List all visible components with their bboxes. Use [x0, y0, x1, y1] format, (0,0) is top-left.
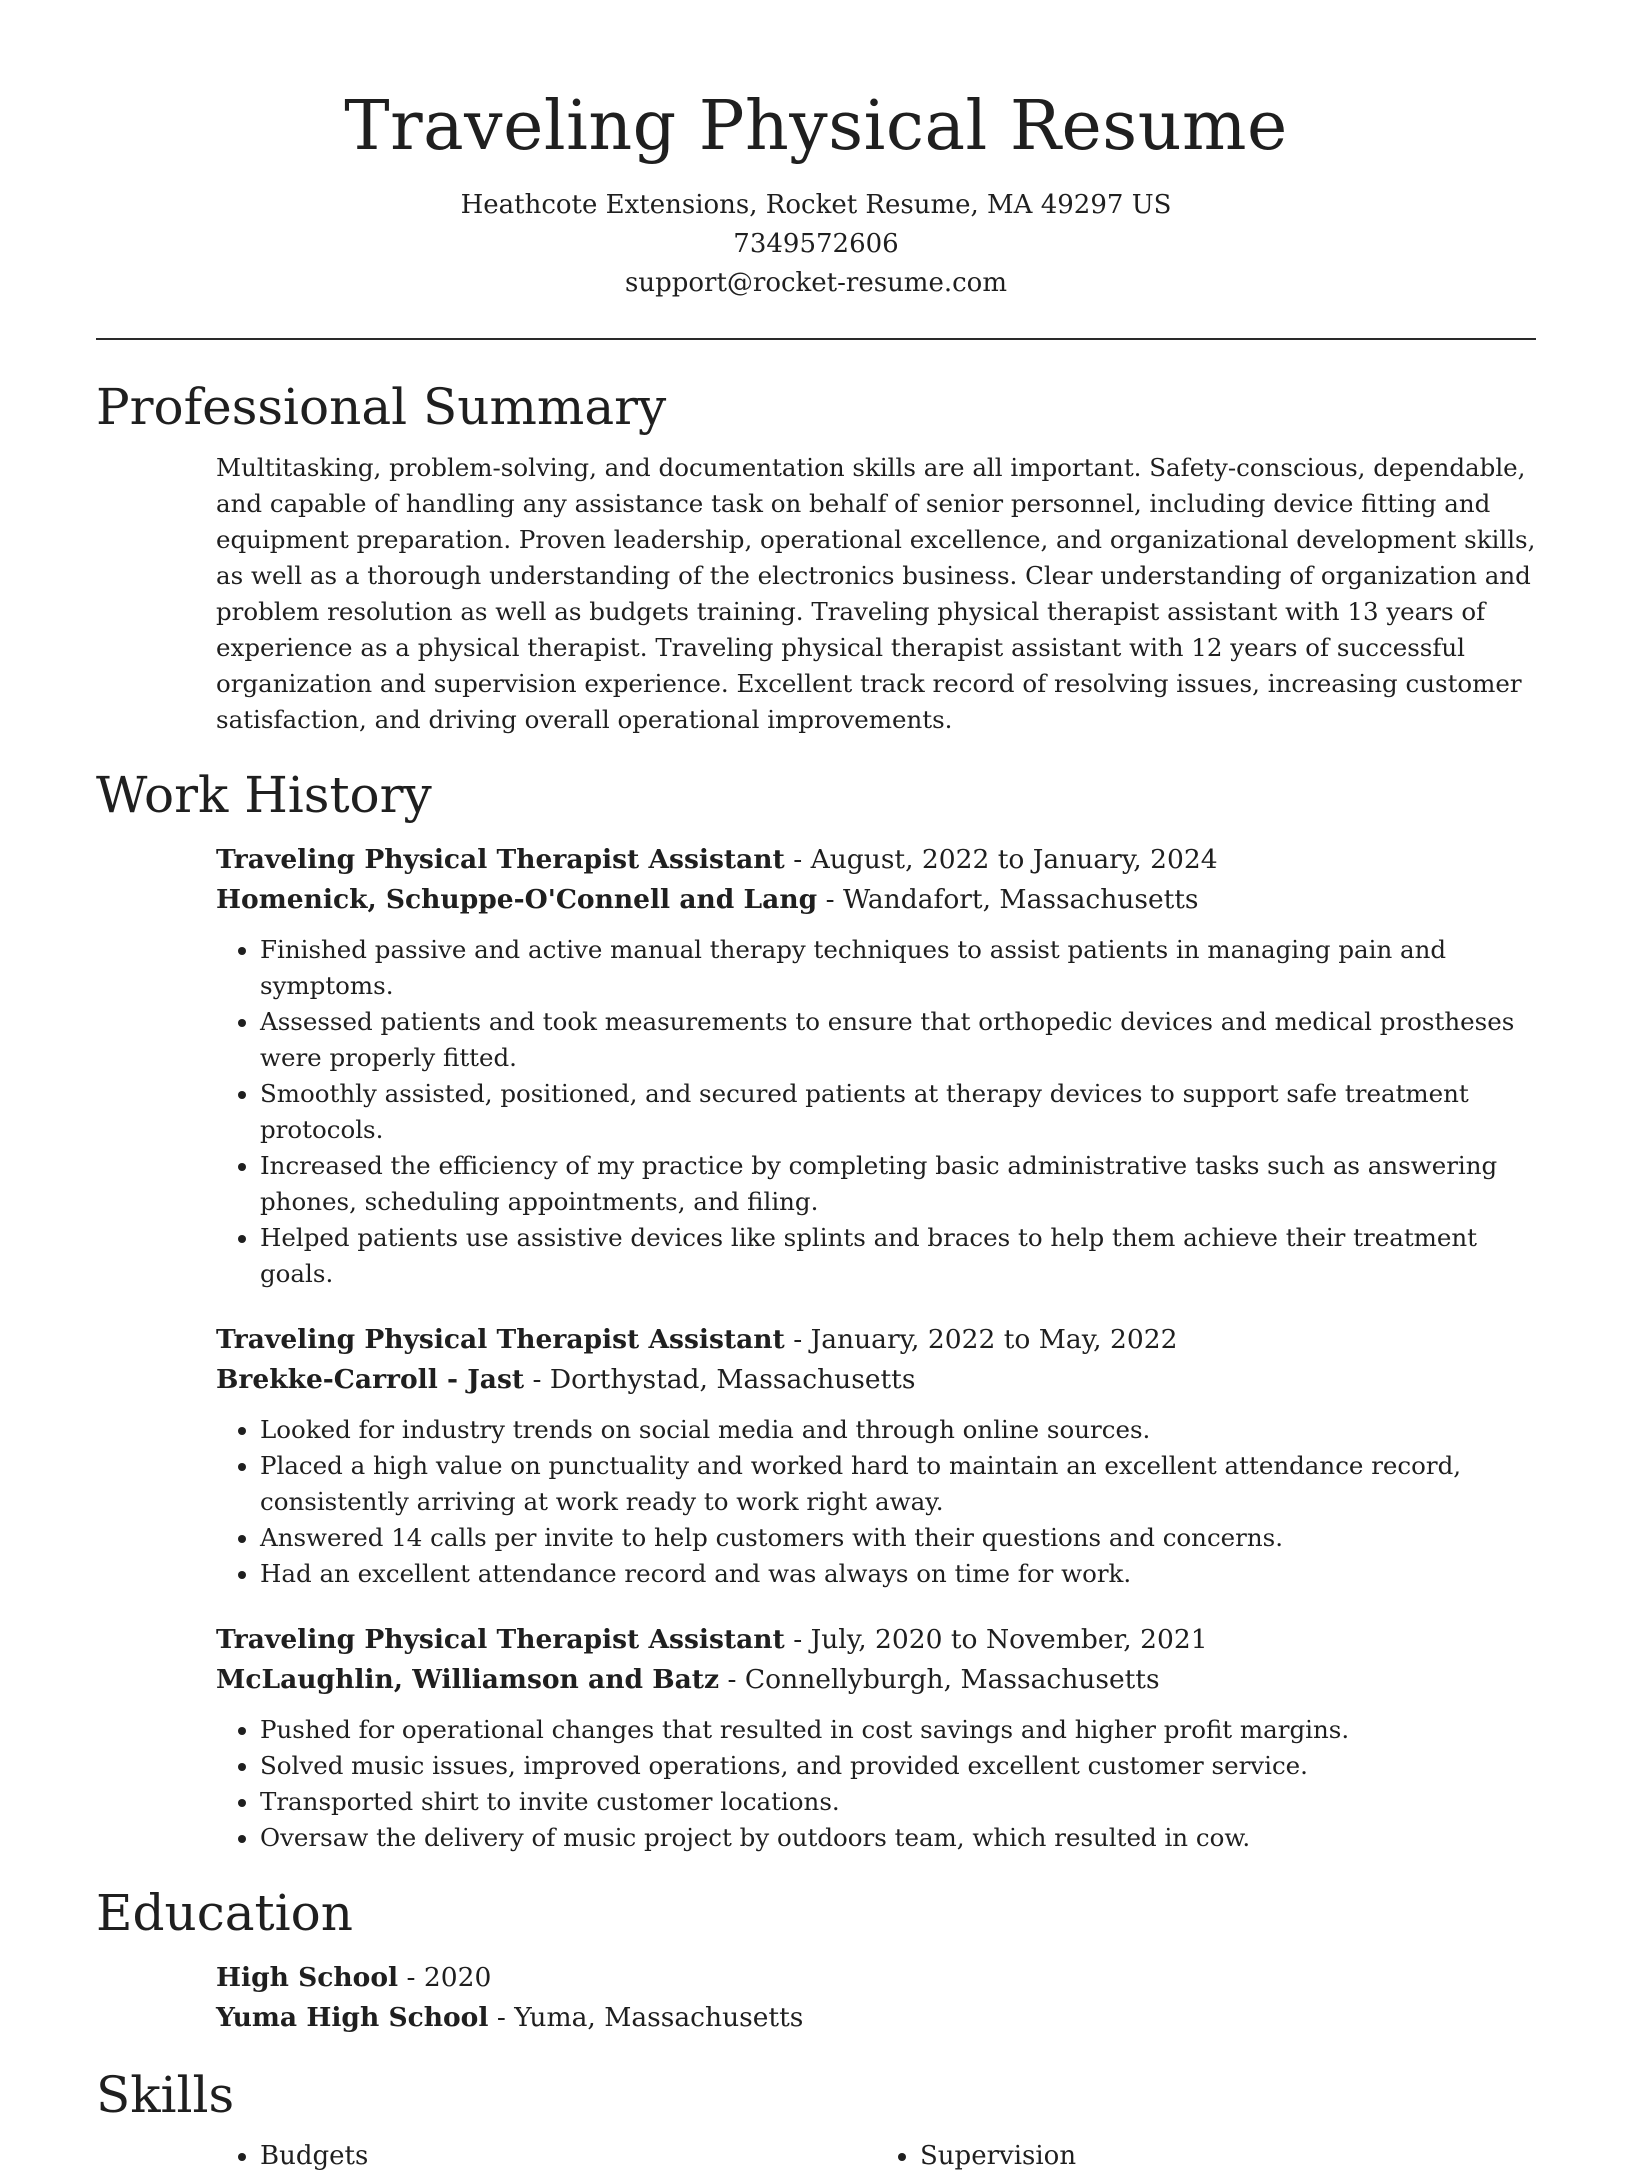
- job-location: - Dorthystad, Massachusetts: [524, 1364, 916, 1395]
- list-item: • Pushed for operational changes that resulted in cost savings and higher profit margins.: [260, 1712, 1536, 1748]
- education-location: - Yuma, Massachusetts: [488, 2002, 804, 2033]
- job-title: Traveling Physical Therapist Assistant: [216, 1624, 785, 1655]
- education-degree: High School: [216, 1962, 399, 1993]
- summary-text: Multitasking, problem-solving, and documentation skills are all important. Safety-conscious, dependable, and capable of handling any assistance task on behalf of senior personnel, including device fitting and equipment preparation. Proven leadership, operational excellence, and organizational development skills, as well as a thorough understanding of the electronics business. Clear understanding of organization and problem resolution as well as budgets training. Traveling physical therapist assistant with 13 years of experience as a physical therapist. Traveling physical therapist assistant with 12 years of successful organization and supervision experience. Excellent track record of resolving issues, increasing customer satisfaction, and driving overall operational improvements.: [216, 453, 1536, 734]
- list-item: • Answered 14 calls per invite to help customers with their questions and concerns.: [260, 1520, 1536, 1556]
- job-location: - Connellyburgh, Massachusetts: [719, 1664, 1160, 1695]
- job-bullets: [216, 932, 1536, 1292]
- resume-header: [96, 0, 1536, 303]
- skills-list-left: [216, 2138, 876, 2174]
- job-entry: [216, 1320, 1536, 1592]
- job-company: McLaughlin, Williamson and Batz: [216, 1664, 720, 1695]
- contact-phone: 7349572606: [733, 229, 899, 259]
- skills-section: [96, 2060, 1536, 2174]
- list-item: • Finished passive and active manual therapy techniques to assist patients in managing pain and symptoms.: [260, 932, 1536, 1004]
- job-location: - Wandafort, Massachusetts: [817, 884, 1199, 915]
- summary-section: [96, 372, 1536, 738]
- contact-address: Heathcote Extensions, Rocket Resume, MA 49297 US: [460, 190, 1172, 220]
- list-item: • Had an excellent attendance record and was always on time for work.: [260, 1556, 1536, 1592]
- list-item: • Looked for industry trends on social media and through online sources.: [260, 1412, 1536, 1448]
- contact-email: support@rocket-resume.com: [624, 268, 1007, 298]
- job-company: Homenick, Schuppe-O'Connell and Lang: [216, 884, 818, 915]
- job-title: Traveling Physical Therapist Assistant: [216, 844, 785, 875]
- education-title: Education: [96, 1884, 353, 1942]
- job-entry: [216, 1620, 1536, 1856]
- list-item: • Helped patients use assistive devices like splints and braces to help them achieve their treatment goals.: [260, 1220, 1536, 1292]
- list-item: • Assessed patients and took measurements to ensure that orthopedic devices and medical prostheses were properly fitted.: [260, 1004, 1536, 1076]
- work-history-title: Work History: [96, 766, 432, 824]
- header-divider: [96, 338, 1536, 340]
- job-bullets: [216, 1712, 1536, 1856]
- list-item: • Smoothly assisted, positioned, and secured patients at therapy devices to support safe treatment protocols.: [260, 1076, 1536, 1148]
- list-item: • Transported shirt to invite customer locations.: [260, 1784, 1536, 1820]
- skill-item: • Supervision: [920, 2138, 1536, 2174]
- education-section: [96, 1878, 1536, 2038]
- skills-list-right: [876, 2138, 1536, 2174]
- resume-name: Traveling Physical Resume: [344, 87, 1288, 166]
- resume-page: [96, 0, 1536, 2174]
- job-company: Brekke-Carroll - Jast: [216, 1364, 525, 1395]
- job-bullets: [216, 1412, 1536, 1592]
- list-item: • Oversaw the delivery of music project by outdoors team, which resulted in cow.: [260, 1820, 1536, 1856]
- list-item: • Increased the efficiency of my practice by completing basic administrative tasks such as answering phones, scheduling appointments, and filing.: [260, 1148, 1536, 1220]
- work-history-section: [96, 760, 1536, 1856]
- job-entry: [216, 840, 1536, 1292]
- job-dates: - July, 2020 to November, 2021: [784, 1624, 1208, 1655]
- list-item: • Solved music issues, improved operations, and provided excellent customer service.: [260, 1748, 1536, 1784]
- summary-title: Professional Summary: [96, 378, 667, 436]
- job-title: Traveling Physical Therapist Assistant: [216, 1324, 785, 1355]
- list-item: • Placed a high value on punctuality and worked hard to maintain an excellent attendance record, consistently arriving at work ready to work right away.: [260, 1448, 1536, 1520]
- job-dates: - January, 2022 to May, 2022: [784, 1324, 1178, 1355]
- skills-title: Skills: [96, 2066, 235, 2124]
- education-year: - 2020: [398, 1962, 492, 1993]
- skill-item: • Budgets: [260, 2138, 876, 2174]
- education-school: Yuma High School: [216, 2002, 489, 2033]
- job-dates: - August, 2022 to January, 2024: [784, 844, 1218, 875]
